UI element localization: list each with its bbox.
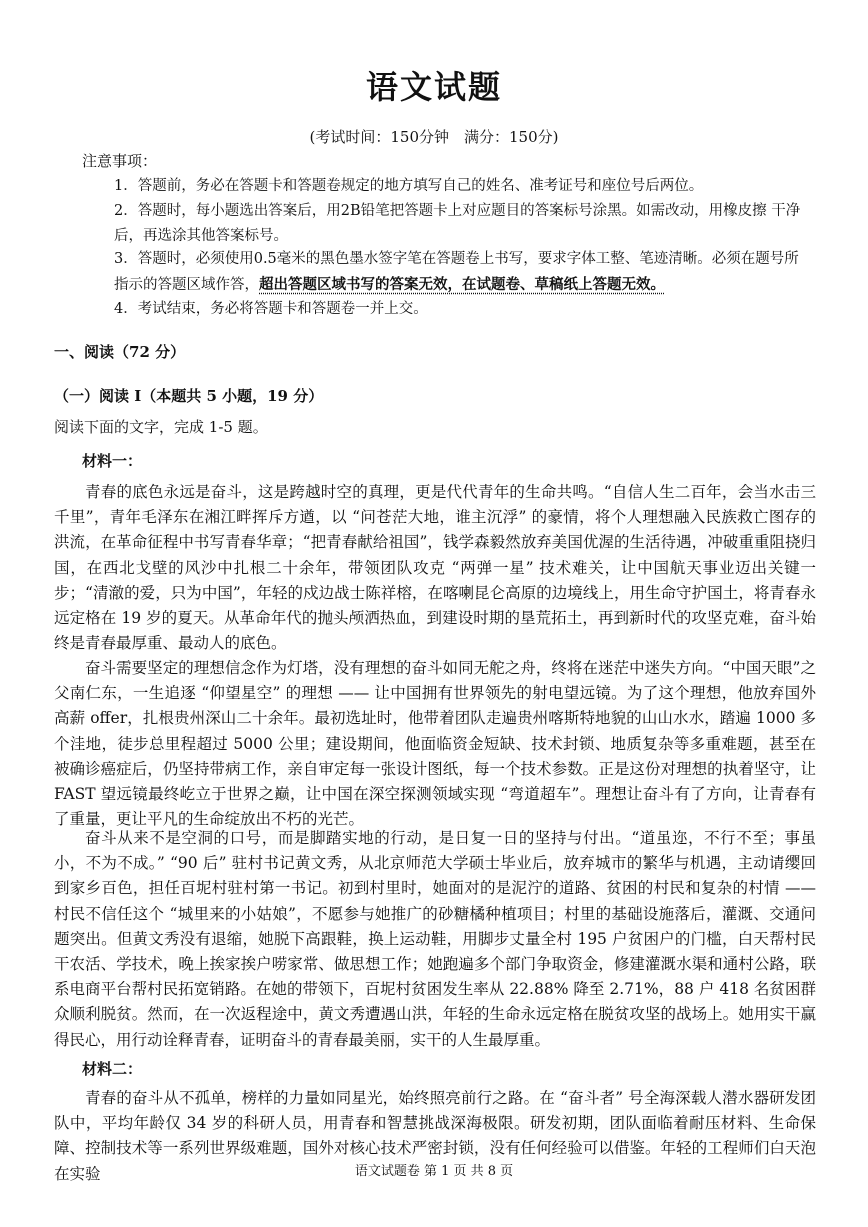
notice-item-2-cont: 后，再选涂其他答案标号。: [114, 228, 288, 244]
exam-time-info: (考试时间：150分钟 满分：150分): [309, 128, 559, 146]
material-1-paragraph-3: 奋斗从来不是空洞的口号，而是脚踏实地的行动，是日复一日的坚持与付出。“道虽迩，不行不至；事虽小，不为不成。” “90 后” 驻村书记黄文秀，从北京师范大学硕士毕业后，放弃城市的繁华与机遇，主动请缨回到家乡百色，担任百坭村驻村第一书记。初到村里时，她面对的是泥泞的道路、贫困的村民和复杂的村情 —— 村民不信任这个 “城里来的小姑娘”，不愿参与她推广的砂糖橘种植项目；村里的基础设施落后，灌溉、交通问题突出。但黄文秀没有退缩，她脱下高跟鞋，换上运动鞋，用脚步丈量全村 195 户贫困户的门槛，白天帮村民干农活、学技术，晚上挨家挨户唠家常、做思想工作；她跑遍多个部门争取资金，修建灌溉水渠和通村公路，联系电商平台帮村民拓宽销路。在她的带领下，百坭村贫困发生率从 22.88% 降至 2.71%，88 户 418 名贫困群众顺利脱贫。然而，在一次返程途中，黄文秀遭遇山洪，年轻的生命永远定格在脱贫攻坚的战场上。她用实干赢得民心，用行动诠释青春，证明奋斗的青春最美丽，实干的人生最厚重。: [54, 829, 816, 1049]
notice-label: 注意事项：: [82, 152, 158, 170]
notice-item-3-cont: [114, 272, 814, 298]
page-footer: 语文试题卷 第 1 页 共 8 页: [354, 1164, 514, 1179]
notice-item-1: 1．答题前，务必在答题卡和答题卷规定的地方填写自己的姓名、准考证号和座位号后两位。: [114, 178, 704, 194]
notice-item-3-prefix: 指示的答题区域作答，: [114, 277, 259, 293]
page-title: 语文试题: [365, 68, 502, 106]
notice-item-2: 2．答题时，每小题选出答案后，用2B铅笔把答题卡上对应题目的答案标号涂黑。如需改动，用橡皮擦 干净: [114, 203, 801, 219]
notice-item-3: 3．答题时，必须使用0.5毫米的黑色墨水签字笔在答题卷上书写，要求字体工整、笔迹清晰。必须在题号所: [114, 251, 799, 267]
material-2-label: 材料二：: [82, 1060, 143, 1078]
material-1-label: 材料一：: [82, 452, 143, 470]
material-1-paragraph-1: 青春的底色永远是奋斗，这是跨越时空的真理，更是代代青年的生命共鸣。“自信人生二百年，会当水击三千里”，青年毛泽东在湘江畔挥斥方遒，以 “问苍茫大地，谁主沉浮” 的豪情，将个人理想融入民族救亡图存的洪流，在革命征程中书写青春华章；“把青春献给祖国”，钱学森毅然放弃美国优渥的生活待遇，冲破重重阻挠归国，在西北戈壁的风沙中扎根二十余年，带领团队攻克 “两弹一星” 技术难关，让中国航天事业迈出关键一步；“清澈的爱，只为中国”，年轻的戍边战士陈祥榕，在喀喇昆仑高原的边境线上，用生命守护国土，将青春永远定格在 19 岁的夏天。从革命年代的抛头颅洒热血，到建设时期的垦荒拓土，再到新时代的攻坚克难，奋斗始终是青春最厚重、最动人的底色。: [54, 483, 816, 653]
notice-item-4: 4．考试结束，务必将答题卡和答题卷一并上交。: [114, 301, 428, 317]
reading-instruction: 阅读下面的文字，完成 1-5 题。: [54, 418, 268, 436]
section-heading: 一、阅读（72 分）: [54, 343, 186, 361]
subsection-heading: （一）阅读 I（本题共 5 小题，19 分）: [54, 387, 324, 405]
material-2-paragraph-1: 青春的奋斗从不孤单，榜样的力量如同星光，始终照亮前行之路。在 “奋斗者” 号全海深载人潜水器研发团队中，平均年龄仅 34 岁的科研人员，用青春和智慧挑战深海极限。研发初期，团队面临着耐压材料、生命保障、控制技术等一系列世界级难题，国外对核心技术严密封锁，没有任何经验可以借鉴。年轻的工程师们白天泡在实验: [54, 1089, 816, 1183]
notice-item-3-emphasis: 超出答题区域书写的答案无效，在试题卷、草稿纸上答题无效。: [259, 276, 665, 293]
material-1-paragraph-2: 奋斗需要坚定的理想信念作为灯塔，没有理想的奋斗如同无舵之舟，终将在迷茫中迷失方向。“中国天眼”之父南仁东，一生追逐 “仰望星空” 的理想 —— 让中国拥有世界领先的射电望远镜。为了这个理想，他放弃国外高薪 offer，扎根贵州深山二十余年。最初选址时，他带着团队走遍贵州喀斯特地貌的山山水水，踏遍 1000 多个洼地，徒步总里程超过 5000 公里；建设期间，他面临资金短缺、技术封锁、地质复杂等多重难题，甚至在被确诊癌症后，仍坚持带病工作，亲自审定每一张设计图纸，每一个技术参数。正是这份对理想的执着坚守，让 FAST 望远镜最终屹立于世界之巅，让中国在深空探测领域实现 “弯道超车”。理想让奋斗有了方向，让青春有了重量，更让平凡的生命绽放出不朽的光芒。: [54, 659, 816, 829]
